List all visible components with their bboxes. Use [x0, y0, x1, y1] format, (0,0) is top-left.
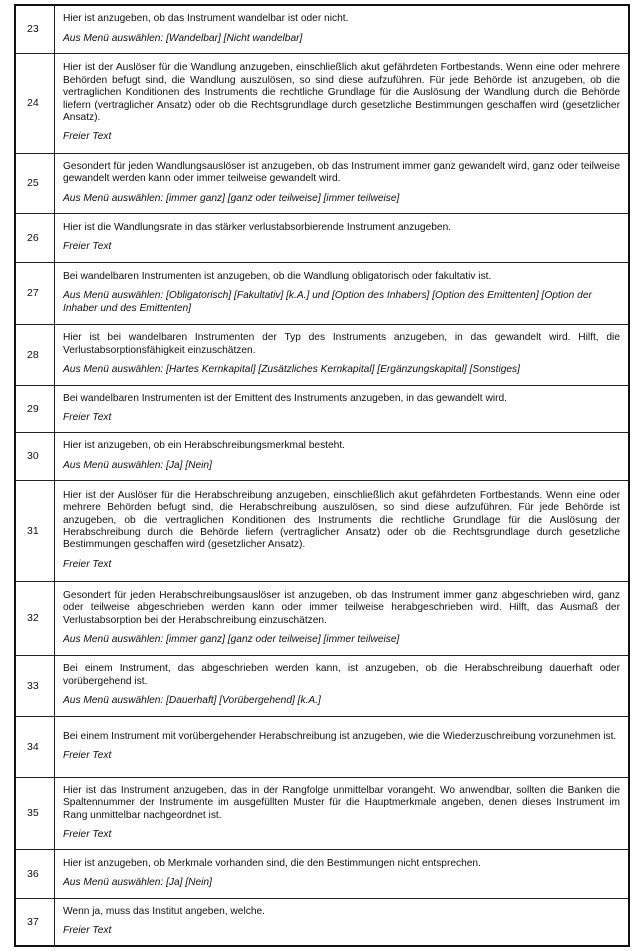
row-content — [55, 53, 630, 153]
row-description: Hier ist der Auslöser für die Wandlung anzugeben, einschließlich akut gefährdeten Fortbestands. Wenn eine oder mehrere Behörden befugt sind, die Wandlung auszulösen, so sind diese aufzuführen. Für jede Behörde ist anzugeben, ob die vertraglichen Konditionen des Instruments die rechtliche Grundlage für die Auslösung der Wandlung durch die Behörde liefern (vertraglicher Ansatz) oder ob die Rechtsgrundlage durch gesetzliche Bestimmungen geschaffen wird (gesetzlicher Ansatz). — [63, 62, 620, 123]
row-number: 23 — [15, 5, 55, 53]
row-number: 24 — [15, 53, 55, 153]
row-number: 33 — [15, 655, 55, 716]
row-content — [55, 385, 630, 432]
row-description: Hier ist anzugeben, ob Merkmale vorhanden sind, die den Bestimmungen nicht entsprechen. — [63, 857, 481, 869]
table-row — [15, 153, 629, 213]
row-option: Aus Menü auswählen: [immer ganz] [ganz oder teilweise] [immer teilweise] — [63, 633, 400, 645]
row-content — [55, 716, 630, 777]
instructions-table — [14, 4, 630, 947]
table-row — [15, 385, 629, 432]
row-content — [55, 849, 630, 898]
table-row — [15, 777, 629, 849]
table-row — [15, 581, 629, 655]
table-row — [15, 324, 629, 385]
row-content — [55, 153, 630, 213]
row-number: 36 — [15, 849, 55, 898]
table-row — [15, 655, 629, 716]
row-option: Aus Menü auswählen: [Hartes Kernkapital] [Zusätzliches Kernkapital] [Ergänzungskapital] [Sonstiges] — [63, 364, 520, 376]
row-number: 37 — [15, 898, 55, 946]
row-option: Aus Menü auswählen: [Wandelbar] [Nicht wandelbar] — [63, 32, 303, 44]
row-description: Hier ist bei wandelbaren Instrumenten der Typ des Instruments anzugeben, in das gewandelt wird. Hilft, die Verlustabsorptionsfähigkeit einzuschätzen. — [63, 332, 620, 356]
row-description: Hier ist der Auslöser für die Herabschreibung anzugeben, einschließlich akut gefährdeten Fortbestands. Wenn eine oder mehrere Behörden befugt sind, die Herabschreibung auszulösen, so sind diese aufzuführen. Für jede Behörde ist anzugeben, ob die vertraglichen Konditionen des Instruments die rechtliche Grundlage für die Auslösung der Herabschreibung durch die Behörde liefern (vertraglicher Ansatz) oder ob die Rechtsgrundlage durch gesetzliche Bestimmungen geschaffen wird (gesetzlicher Ansatz). — [63, 489, 620, 551]
row-number: 28 — [15, 324, 55, 385]
row-description: Hier ist anzugeben, ob ein Herabschreibungsmerkmal besteht. — [63, 440, 346, 452]
row-option: Aus Menü auswählen: [Dauerhaft] [Vorübergehend] [k.A.] — [63, 695, 321, 707]
row-number: 30 — [15, 432, 55, 480]
table-row — [15, 53, 629, 153]
row-content — [55, 5, 630, 53]
row-description: Bei einem Instrument, das abgeschrieben werden kann, ist anzugeben, ob die Herabschreibung dauerhaft oder vorübergehend ist. — [63, 663, 620, 687]
row-description: Bei einem Instrument mit vorübergehender Herabschreibung ist anzugeben, wie die Wiederzuschreibung vorzunehmen ist. — [63, 730, 617, 742]
row-number: 31 — [15, 480, 55, 581]
table-row — [15, 480, 629, 581]
table-body — [15, 5, 629, 946]
row-number: 26 — [15, 213, 55, 262]
row-description: Bei wandelbaren Instrumenten ist der Emittent des Instruments anzugeben, in das gewandelt wird. — [63, 392, 507, 404]
row-option: Freier Text — [63, 750, 112, 761]
row-content — [55, 324, 630, 385]
row-content — [55, 480, 630, 581]
row-number: 25 — [15, 153, 55, 213]
row-option: Aus Menü auswählen: [Ja] [Nein] — [63, 459, 212, 471]
table-row — [15, 262, 629, 324]
row-content — [55, 777, 630, 849]
row-number: 32 — [15, 581, 55, 655]
row-option: Freier Text — [63, 925, 112, 937]
row-option: Aus Menü auswählen: [Obligatorisch] [Fakultativ] [k.A.] und [Option des Inhabers] [Option des Emittenten] [Option der Inhaber und des Emittenten] — [63, 290, 592, 314]
row-description: Gesondert für jeden Herabschreibungsauslöser ist anzugeben, ob das Instrument immer ganz abgeschrieben wird, ganz oder teilweise abgeschrieben werden kann oder immer teilweise herabgeschrieben wird. Hilft, das Ausmaß der Verlustabsorption bei der Herabschreibung einzuschätzen. — [63, 589, 620, 626]
table-row — [15, 849, 629, 898]
row-option: Aus Menü auswählen: [Ja] [Nein] — [63, 877, 212, 888]
row-description: Hier ist das Instrument anzugeben, das in der Rangfolge unmittelbar vorangeht. Wo anwendbar, sollten die Banken die Spaltennummer der Instrumente im ausgefüllten Muster für die Hauptmerkmale angeben, denen dieses Instrument im Rang unmittelbar nachgeordnet ist. — [63, 784, 620, 821]
row-option: Freier Text — [63, 412, 112, 423]
row-content — [55, 432, 630, 480]
table-row — [15, 213, 629, 262]
table-row — [15, 716, 629, 777]
row-option: Freier Text — [63, 558, 112, 570]
row-option: Freier Text — [63, 241, 112, 252]
row-description: Bei wandelbaren Instrumenten ist anzugeben, ob die Wandlung obligatorisch oder fakultativ ist. — [63, 270, 492, 282]
row-option: Freier Text — [63, 828, 112, 840]
row-description: Hier ist anzugeben, ob das Instrument wandelbar ist oder nicht. — [63, 13, 349, 25]
table-row — [15, 898, 629, 946]
row-number: 35 — [15, 777, 55, 849]
row-option: Freier Text — [63, 131, 112, 143]
row-number: 34 — [15, 716, 55, 777]
table-row — [15, 5, 629, 53]
row-option: Aus Menü auswählen: [immer ganz] [ganz oder teilweise] [immer teilweise] — [63, 192, 400, 204]
row-description: Gesondert für jeden Wandlungsauslöser ist anzugeben, ob das Instrument immer ganz gewandelt wird, ganz oder teilweise gewandelt werden kann oder immer teilweise gewandelt wird. — [63, 160, 620, 185]
row-content — [55, 213, 630, 262]
row-number: 27 — [15, 262, 55, 324]
row-description: Wenn ja, muss das Institut angeben, welche. — [63, 905, 265, 917]
row-content — [55, 655, 630, 716]
row-content — [55, 898, 630, 946]
table-row — [15, 432, 629, 480]
row-description: Hier ist die Wandlungsrate in das stärker verlustabsorbierende Instrument anzugeben. — [63, 221, 452, 233]
row-content — [55, 581, 630, 655]
row-content — [55, 262, 630, 324]
row-number: 29 — [15, 385, 55, 432]
